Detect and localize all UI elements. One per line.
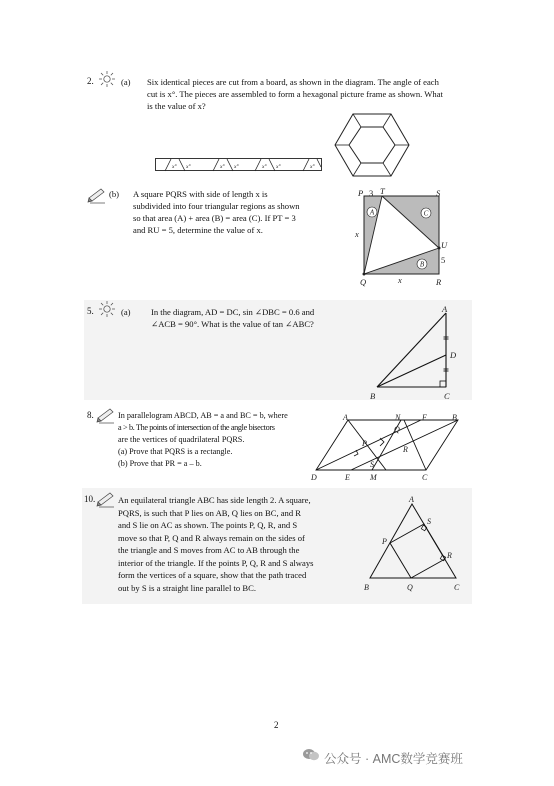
label-p: P [358, 188, 364, 198]
label-b: B [370, 391, 376, 401]
label-d: D [311, 473, 317, 482]
label-s: S [427, 517, 431, 526]
q8-number: 8. [87, 410, 94, 420]
label-x-side: x [355, 229, 359, 239]
label-b: B [452, 413, 457, 422]
q2a-label: (a) [121, 77, 131, 87]
angle-label: x° [186, 164, 191, 170]
parallelogram-abcd-diagram [306, 410, 466, 487]
triangle-abc-diagram [364, 305, 464, 410]
label-a: A [343, 413, 348, 422]
q2-number: 2. [87, 76, 94, 86]
label-u: U [441, 240, 448, 250]
q2a-text: Six identical pieces are cut from a board, as shown in the diagram. The angle of each cut is x°. The pieces are assembled to form a hexagonal picture frame as shown. What is the value of x? [147, 77, 443, 111]
label-a: A [409, 495, 414, 504]
pencil-icon [96, 406, 116, 429]
chat-icon [302, 748, 320, 767]
q5a-label: (a) [121, 307, 131, 317]
q5-number: 5. [87, 306, 94, 316]
lightbulb-icon [97, 300, 117, 323]
q5-text: In the diagram, AD = DC, sin ∠DBC = 0.6 and ∠ACB = 90°. What is the value of tan ∠ABC? [151, 307, 315, 329]
label-a: A [442, 305, 448, 314]
label-3: 3 [369, 188, 374, 198]
label-c: C [454, 583, 460, 592]
region-c-label: C [423, 209, 429, 218]
label-q: Q [360, 277, 367, 287]
q10-number: 10. [84, 494, 96, 504]
angle-label: x° [310, 164, 315, 170]
page-number: 2 [274, 720, 279, 730]
label-r: R [403, 445, 408, 454]
label-x-bottom: x [398, 275, 402, 285]
label-s: S [370, 460, 374, 469]
q2b-text: A square PQRS with side of length x is subdivided into four triangular regions as shown so that area (A) + area (B) = area (C). If PT = 3 and RU = 5, determine the value of x. [133, 189, 300, 235]
label-5: 5 [441, 255, 446, 265]
label-q: Q [394, 425, 400, 434]
label-f: F [422, 413, 427, 422]
label-m: M [370, 473, 377, 482]
label-b: B [364, 583, 369, 592]
angle-label: x° [172, 164, 177, 170]
region-b-label: B [419, 260, 425, 269]
pencil-icon [87, 186, 107, 209]
label-t: T [380, 188, 385, 196]
q2b-label: (b) [109, 189, 120, 199]
label-c: C [444, 391, 450, 401]
triangle-square-diagram [356, 494, 466, 601]
angle-label: x° [276, 164, 281, 170]
label-d: D [450, 350, 457, 360]
watermark [302, 748, 463, 767]
label-c: C [422, 473, 428, 482]
angle-label: x° [262, 164, 267, 170]
region-a-label: A [369, 208, 375, 217]
pencil-icon [96, 490, 116, 513]
label-p: P [382, 537, 387, 546]
hexagon-frame-diagram [334, 112, 410, 183]
angle-label: x° [220, 164, 225, 170]
q8-text: In parallelogram ABCD, AB = a and BC = b, where a > b. The points of intersection of the angle bisectors are the vertices of quadrilateral PQRS. (a) Prove that PQRS is a rectangle. (b) Prove that PR = a – b. [118, 411, 288, 468]
label-p: P [362, 439, 367, 448]
q10-text: An equilateral triangle ABC has side length 2. A square, PQRS, is such that P lies on AB, Q lies on BC, and R and S lie on AC as shown. The points P, Q, R, and S move so that P, Q and R always remain on the sides of the triangle and S moves from AC to AB through the interior of the triangle. If the points P, Q, R and S always form the vertices of a square, show that the path traced out by S is a straight line parallel to BC. [118, 495, 314, 593]
label-r: R [436, 277, 442, 287]
label-e: E [345, 473, 350, 482]
watermark-text: 公众号 · AMC数学竞赛班 [324, 751, 463, 766]
angle-label: x° [234, 164, 239, 170]
label-q: Q [407, 583, 413, 592]
lightbulb-icon [97, 70, 117, 93]
label-r: R [447, 551, 452, 560]
label-n: N [395, 413, 401, 422]
board-pieces-diagram [155, 158, 323, 177]
square-pqrs-diagram [352, 188, 452, 295]
label-s: S [436, 188, 441, 198]
